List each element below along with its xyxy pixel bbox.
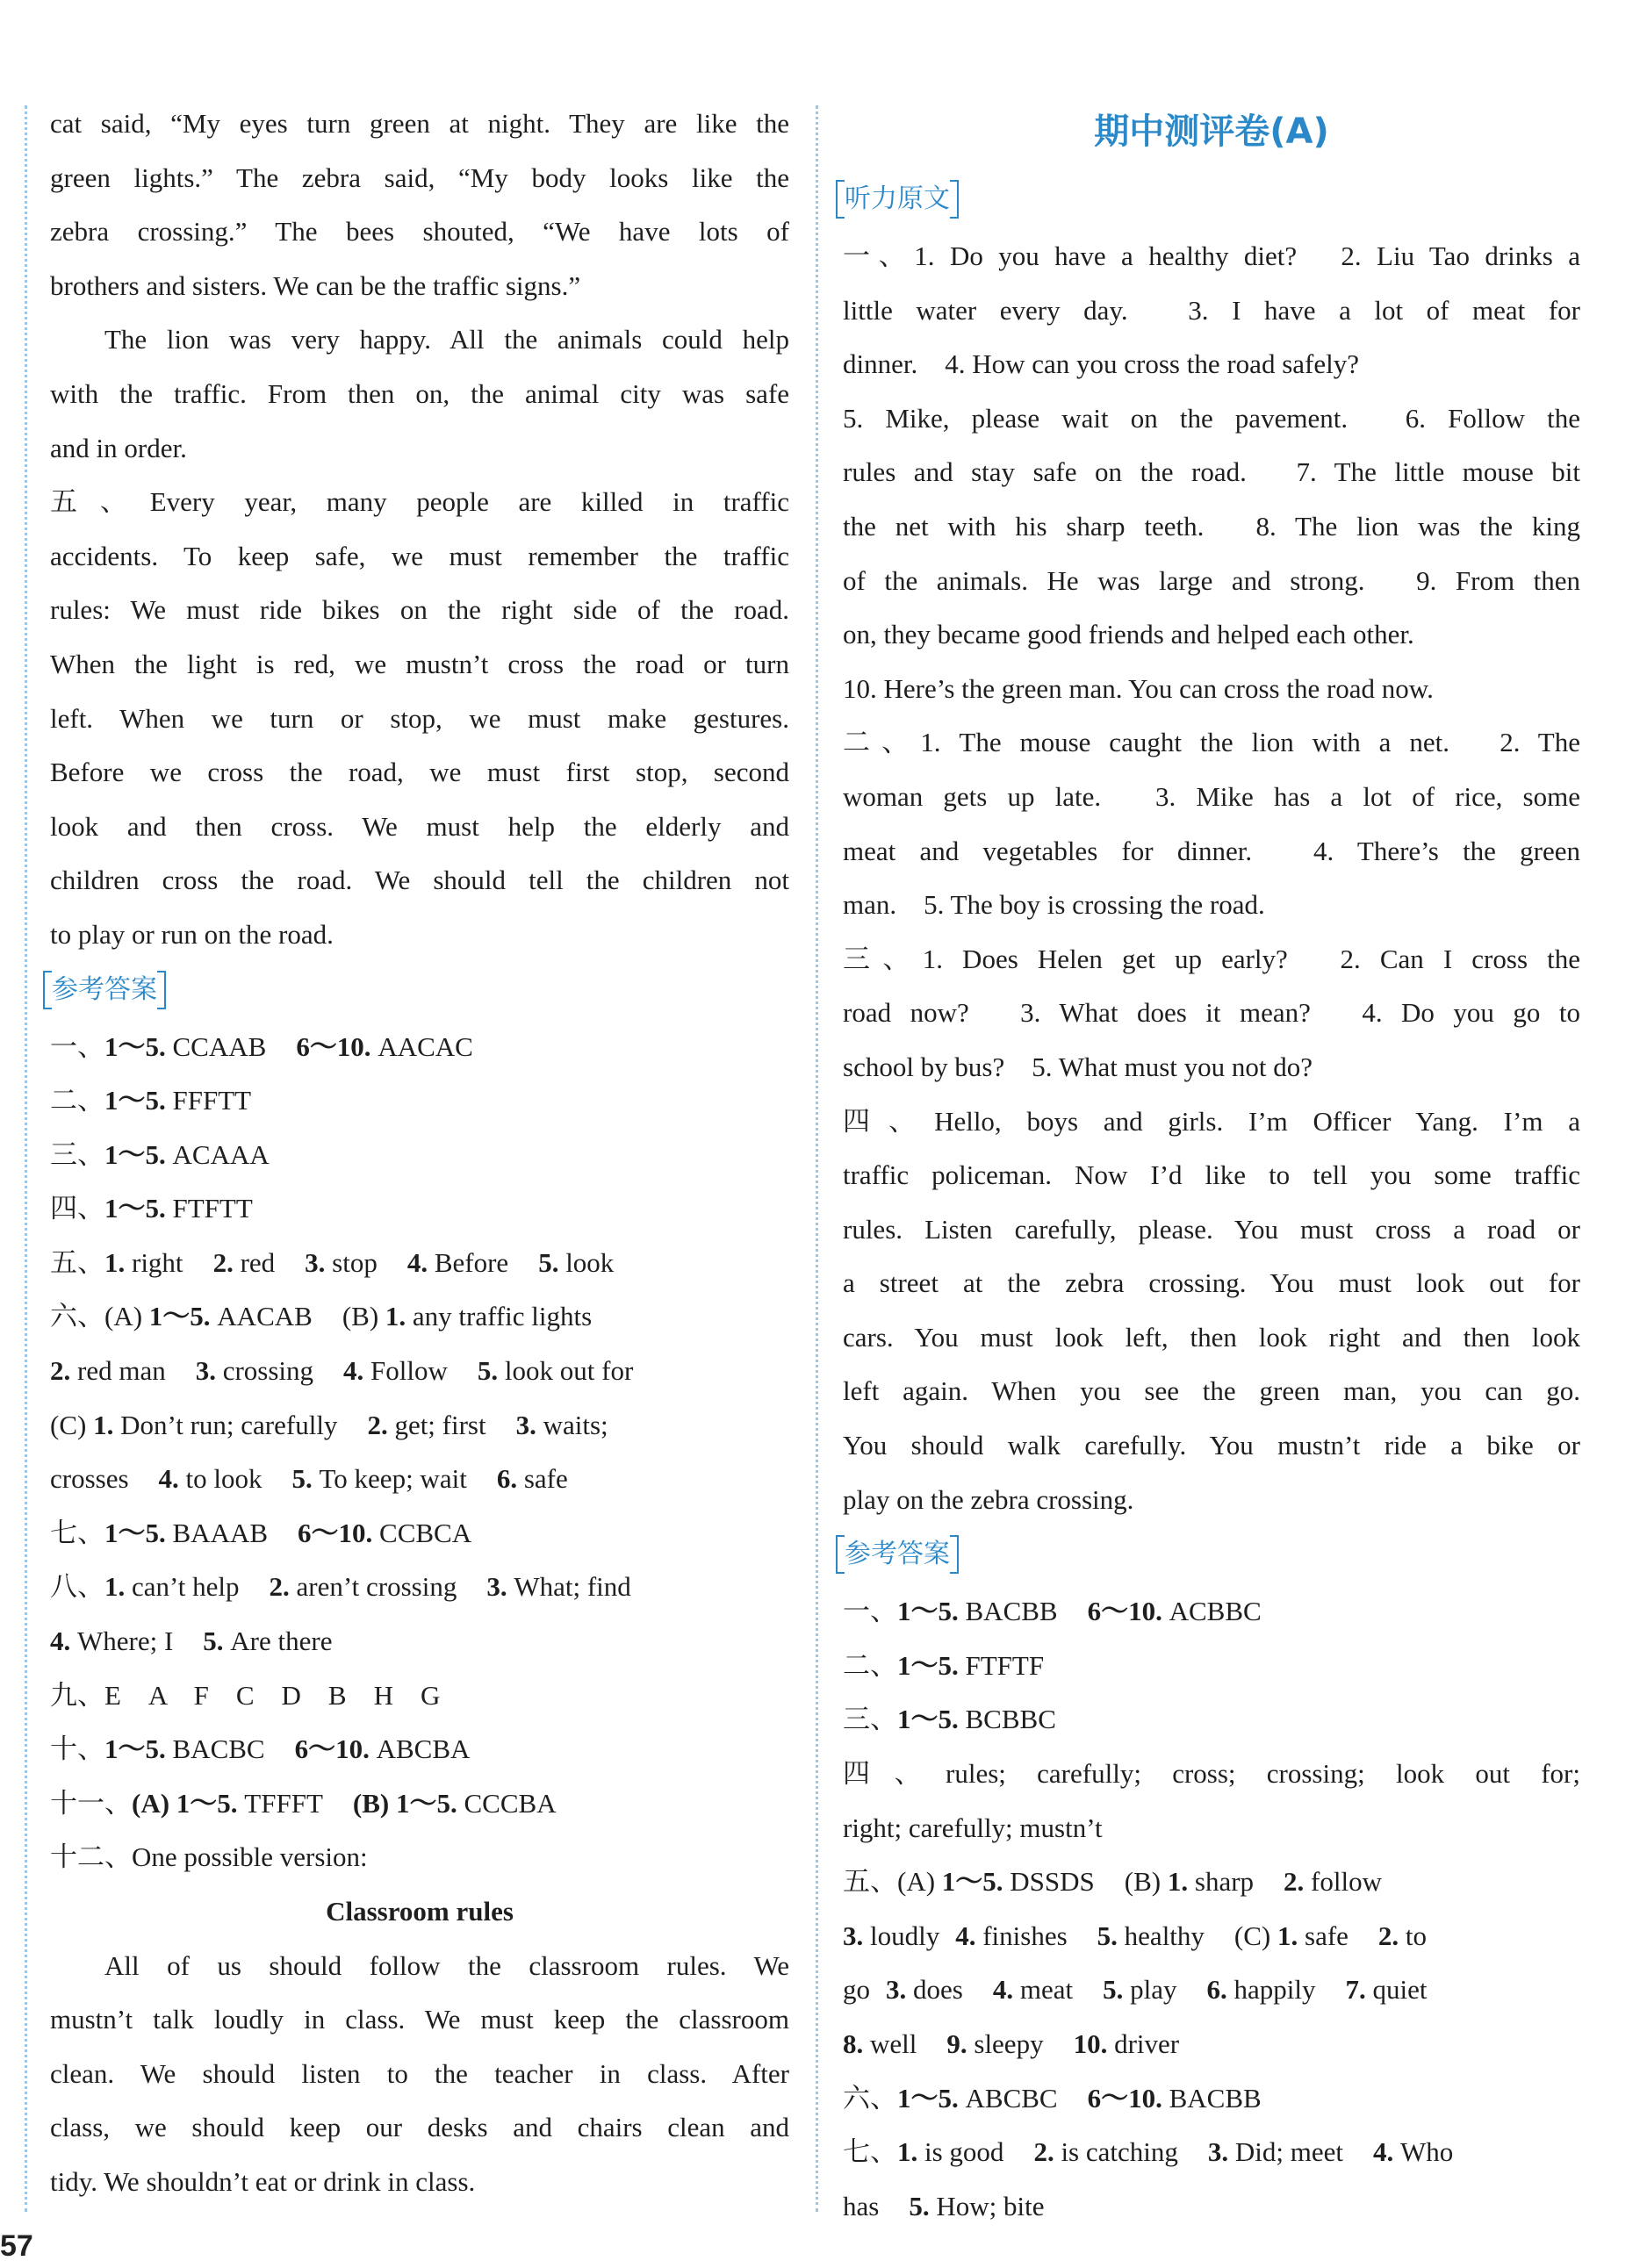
answer-tag-text: 参考答案 [52,973,157,1005]
item-number: 4. [50,1626,71,1657]
item-number: 10. [1073,2028,1108,2059]
answer-row-10 [50,1722,789,1776]
answer-value: well [870,2028,917,2059]
answer-value: ABCBC [965,2082,1058,2114]
answer-range: 1～5. [104,1517,166,1548]
answer-row-4b: right; carefully; mustn’t [843,1812,1103,1843]
item-number: 2. [269,1571,290,1603]
answer-value: ABCBA [376,1733,471,1765]
answer-value: driver [1114,2028,1180,2059]
section5-line: rules: We must ride bikes on the right side of the road. [50,594,789,626]
story-line: brothers and sisters. We can be the traffic signs.” [50,269,581,301]
answer-row-6 [843,2071,1580,2126]
story-line: cat said, “My eyes turn green at night. They are like the [50,108,789,139]
answer-number: 十一、 [50,1787,132,1819]
answer-value: right [132,1246,183,1278]
answer-row-1 [50,1020,789,1074]
answer-value: to look [185,1463,263,1495]
essay-title: Classroom rules [326,1896,514,1927]
column-divider [816,105,818,2212]
answer-value: does [913,1974,963,2006]
item-number: 3. [515,1409,536,1440]
listening-line: little water every day. 3. I have a lot of meat for [843,294,1580,326]
item-number: 1. [93,1409,114,1440]
story-line: The lion was very happy. All the animals could help [104,324,789,355]
item-number: 4. [1372,2136,1394,2168]
answer-value: happily [1233,1974,1316,2006]
item-number: 1. [104,1571,126,1603]
listening-line: on, they became good friends and helped each other. [843,619,1414,650]
answer-value: waits; [543,1409,608,1440]
section5-line: children cross the road. We should tell the children not [50,865,789,896]
answer-value: BACBC [172,1733,265,1765]
answer-value: red [240,1246,276,1278]
item-number: 5. [203,1626,224,1657]
answer-value: has [843,2190,880,2221]
item-number: 4. [158,1463,179,1495]
answer-row-4 [50,1181,789,1236]
answer-value: FTFTT [172,1193,253,1224]
answer-tag-right [843,1526,1580,1584]
item-number: 1. [1167,1866,1189,1898]
answer-value: AACAB [217,1301,313,1332]
answer-value: to [1405,1920,1428,1951]
answer-number: 四、 [843,1758,946,1790]
part-label: (C) [1233,1920,1271,1951]
answer-value: Who [1399,2136,1454,2168]
part-label: (B) [1124,1866,1162,1898]
answer-value: How; bite [936,2190,1045,2221]
item-number: 4. [955,1920,976,1951]
answer-value: stop [332,1246,378,1278]
essay-line: All of us should follow the classroom rules. We [104,1949,789,1981]
answer-value: aren’t crossing [296,1571,457,1603]
answer-range: 6～10. [298,1517,373,1548]
answer-tag-text: 参考答案 [845,1539,950,1570]
item-number: 3. [843,1920,864,1951]
answer-row-6d [50,1452,789,1506]
answer-row-11 [50,1776,789,1831]
answer-value: CCBCA [379,1517,472,1548]
item-number: 9. [946,2028,967,2059]
item-number: 2. [50,1355,71,1387]
answer-number: 九、 [50,1679,104,1711]
answer-value: ACAAA [172,1138,270,1170]
part-label: (B) [342,1301,379,1332]
answer-value: follow [1311,1866,1382,1898]
answer-value: TFFFT [244,1787,323,1819]
listening-line: man. 5. The boy is crossing the road. [843,889,1265,921]
section5-line: left. When we turn or stop, we must make gestures. [50,702,789,734]
answer-value: BCBBC [965,1704,1056,1735]
answer-value: Follow [370,1355,448,1387]
answer-range: 1～5. [104,1193,166,1224]
answer-range: 1～5. [148,1301,211,1332]
answer-number: 六、 [843,2082,897,2114]
listening-tag [843,171,1580,229]
answer-range: 1～5. [897,1704,959,1735]
section5-line: to play or run on the road. [50,918,334,950]
answer-tag-label [836,1535,959,1574]
answer-value: What; find [514,1571,631,1603]
answer-value: is good [924,2136,1004,2168]
answer-number: 一、 [843,1596,897,1627]
listening-line: 三、1. Does Helen get up early? 2. Can I cross the [843,943,1580,974]
answer-tag-label [43,971,166,1009]
listening-line: rules. Listen carefully, please. You must cross a road or [843,1213,1580,1245]
part-label: (A) [104,1301,143,1332]
answer-value: CCCBA [464,1787,557,1819]
listening-tag-text: 听力原文 [845,183,950,214]
item-number: 2. [1284,1866,1305,1898]
answer-row-2 [843,1639,1580,1693]
essay-line: tidy. We shouldn’t eat or drink in class. [50,2165,476,2197]
listening-line: play on the zebra crossing. [843,1483,1134,1515]
answer-range: 1～5. [941,1866,1003,1898]
answer-range: 6～10. [294,1733,370,1765]
answer-range: 1～5. [104,1085,166,1116]
item-number: 5. [538,1246,559,1278]
item-number: 5. [1097,1920,1118,1951]
answer-row-1 [843,1584,1580,1639]
answer-number: 五、 [50,1246,104,1278]
answer-number: 七、 [843,2136,897,2168]
answer-number: 十二、 [50,1841,132,1873]
answer-value: quiet [1372,1974,1428,2006]
answer-number: 二、 [843,1649,897,1681]
listening-line: school by bus? 5. What must you not do? [843,1051,1313,1082]
story-line: and in order. [50,432,187,463]
answer-number: 五、 [843,1866,897,1898]
item-number: 5. [1103,1974,1124,2006]
item-number: 7. [1345,1974,1366,2006]
answer-value: DSSDS [1010,1866,1095,1898]
item-number: 2. [1033,2136,1054,2168]
item-number: 3. [195,1355,216,1387]
answer-value: BACBB [965,1596,1058,1627]
item-number: 3. [1207,2136,1229,2168]
item-number: 6. [496,1463,518,1495]
answer-number: 四、 [50,1193,104,1224]
essay-line: class, we should keep our desks and chairs clean and [50,2112,789,2143]
item-number: 5. [909,2190,930,2221]
answer-range: 1～5. [897,1649,959,1681]
listening-tag-label [836,180,959,219]
answer-value: Don’t run; carefully [120,1409,338,1440]
answer-number: 十、 [50,1733,104,1765]
answer-value: BACBB [1169,2082,1262,2114]
answer-number: 七、 [50,1517,104,1548]
listening-line: a street at the zebra crossing. You must look out for [843,1267,1580,1299]
answer-row-5b [843,1909,1580,1963]
answer-number: 一、 [50,1030,104,1062]
answer-value: is catching [1061,2136,1178,2168]
listening-line: traffic policeman. Now I’d like to tell you some traffic [843,1159,1580,1191]
section5-line: 五、Every year, many people are killed in traffic [50,486,789,518]
listening-line: meat and vegetables for dinner. 4. There’s the green [843,835,1580,866]
part-label: (B) [352,1787,390,1819]
item-number: 1. [104,1246,126,1278]
section5-line: look and then cross. We must help the elderly and [50,810,789,842]
answer-row-4a [843,1747,1580,1801]
answer-row-3 [843,1692,1580,1747]
section5-line: When the light is red, we mustn’t cross the road or turn [50,648,789,679]
listening-line: 一、1. Do you have a healthy diet? 2. Liu Tao drinks a [843,240,1580,271]
answer-value: finishes [982,1920,1068,1951]
part-label: (A) [897,1866,936,1898]
answer-row-8b [50,1614,789,1669]
story-line: with the traffic. From then on, the animal city was safe [50,377,789,409]
item-number: 1. [1277,1920,1298,1951]
answer-row-6a [50,1289,789,1344]
answer-value: look [565,1246,615,1278]
answer-row-6c [50,1398,789,1453]
answer-value: To keep; wait [319,1463,467,1495]
answer-value: safe [523,1463,568,1495]
part-label: (A) [132,1787,170,1819]
section5-line: accidents. To keep safe, we must remember the traffic [50,540,789,571]
answer-row-5d [843,2017,1580,2071]
item-number: 8. [843,2028,864,2059]
right-column [843,110,1580,2233]
answer-value: loudly [870,1920,940,1951]
answer-value: Before [434,1246,509,1278]
item-number: 4. [992,1974,1014,2006]
listening-line: 四、Hello, boys and girls. I’m Officer Yang. I’m a [843,1105,1580,1137]
answer-row-5a [843,1855,1580,1909]
item-number: 4. [406,1246,428,1278]
part-label: (C) [50,1409,87,1440]
answer-value: red man [77,1355,166,1387]
answer-value: rules; carefully; cross; crossing; look out for; [946,1758,1580,1790]
answer-number: 三、 [843,1704,897,1735]
answer-value: crossing [222,1355,314,1387]
item-number: 6. [1206,1974,1227,2006]
answer-row-12 [50,1830,789,1884]
left-column [50,97,789,2209]
answer-value: Did; meet [1234,2136,1343,2168]
story-line: zebra crossing.” The bees shouted, “We have lots of [50,216,789,248]
listening-line: of the animals. He was large and strong. 9. From then [843,564,1580,596]
answer-value: AACAC [378,1030,473,1062]
answer-row-7b [843,2179,1580,2234]
listening-line: the net with his sharp teeth. 8. The lion was the king [843,510,1580,542]
item-number: 3. [886,1974,907,2006]
item-number: 1. [385,1301,406,1332]
answer-number: 二、 [50,1085,104,1116]
answer-range: 1～5. [104,1733,166,1765]
listening-line: woman gets up late. 3. Mike has a lot of rice, some [843,780,1580,812]
essay-line: mustn’t talk loudly in class. We must keep the classroom [50,2004,789,2035]
answer-row-5 [50,1236,789,1290]
answer-value: FFFTT [172,1085,252,1116]
answer-value: BAAAB [172,1517,269,1548]
item-number: 5. [477,1355,499,1387]
answer-range: 1～5. [395,1787,457,1819]
answer-row-9 [50,1669,789,1723]
answer-value: look out for [504,1355,634,1387]
item-number: 2. [1377,1920,1399,1951]
test-title: 期中测评卷(A) [1094,111,1329,152]
answer-row-2 [50,1073,789,1128]
answer-range: 1～5. [897,1596,959,1627]
answer-value: ACBBC [1169,1596,1262,1627]
answer-value: E A F C D B H G [104,1679,441,1711]
answer-value: Are there [230,1626,333,1657]
answer-range: 6～10. [296,1030,371,1062]
answer-value: FTFTF [965,1649,1045,1681]
answer-value: meat [1019,1974,1074,2006]
answer-row-8a [50,1560,789,1614]
answer-value: sharp [1194,1866,1255,1898]
answer-number: 三、 [50,1138,104,1170]
listening-line: 二、1. The mouse caught the lion with a net. 2. The [843,727,1580,758]
essay-line: clean. We should listen to the teacher in class. After [50,2057,789,2089]
answer-value: sleepy [974,2028,1044,2059]
answer-number: 八、 [50,1571,104,1603]
listening-line: You should walk carefully. You mustn’t ride a bike or [843,1430,1580,1461]
answer-value: get; first [394,1409,486,1440]
story-line: green lights.” The zebra said, “My body looks like the [50,161,789,193]
answer-row-7 [50,1506,789,1561]
answer-value: CCAAB [172,1030,267,1062]
answer-range: 1～5. [104,1138,166,1170]
item-number: 3. [486,1571,507,1603]
answer-value: Where; I [77,1626,174,1657]
answer-range: 1～5. [897,2082,959,2114]
item-number: 4. [343,1355,364,1387]
answer-value: any traffic lights [412,1301,593,1332]
answer-range: 1～5. [176,1787,238,1819]
listening-line: dinner. 4. How can you cross the road safely? [843,348,1359,380]
item-number: 1. [897,2136,918,2168]
listening-line: left again. When you see the green man, you can go. [843,1375,1580,1407]
answer-value: One possible version: [132,1841,368,1873]
answer-value: go [843,1974,870,2006]
left-margin-rule [25,105,27,2212]
answer-number: 六、 [50,1301,104,1332]
answer-value: crosses [50,1463,129,1495]
item-number: 2. [212,1246,234,1278]
answer-tag-left [50,962,789,1020]
listening-line: road now? 3. What does it mean? 4. Do you go to [843,997,1580,1029]
listening-line: rules and stay safe on the road. 7. The little mouse bit [843,456,1580,488]
answer-row-5c [843,1963,1580,2017]
answer-value: healthy [1124,1920,1205,1951]
listening-line: 5. Mike, please wait on the pavement. 6. Follow the [843,402,1580,434]
answer-row-6b [50,1344,789,1398]
page-number: 57 [0,2229,33,2263]
answer-value: play [1130,1974,1177,2006]
section5-line: Before we cross the road, we must first stop, second [50,757,789,788]
listening-line: cars. You must look left, then look right and then look [843,1321,1580,1353]
answer-row-7a [843,2125,1580,2179]
answer-range: 6～10. [1087,2082,1162,2114]
item-number: 3. [305,1246,326,1278]
answer-value: safe [1305,1920,1349,1951]
answer-range: 1～5. [104,1030,166,1062]
listening-line: 10. Here’s the green man. You can cross the road now. [843,672,1434,704]
answer-row-3 [50,1128,789,1182]
item-number: 2. [367,1409,388,1440]
answer-value: can’t help [132,1571,240,1603]
answer-range: 6～10. [1087,1596,1162,1627]
item-number: 5. [291,1463,313,1495]
